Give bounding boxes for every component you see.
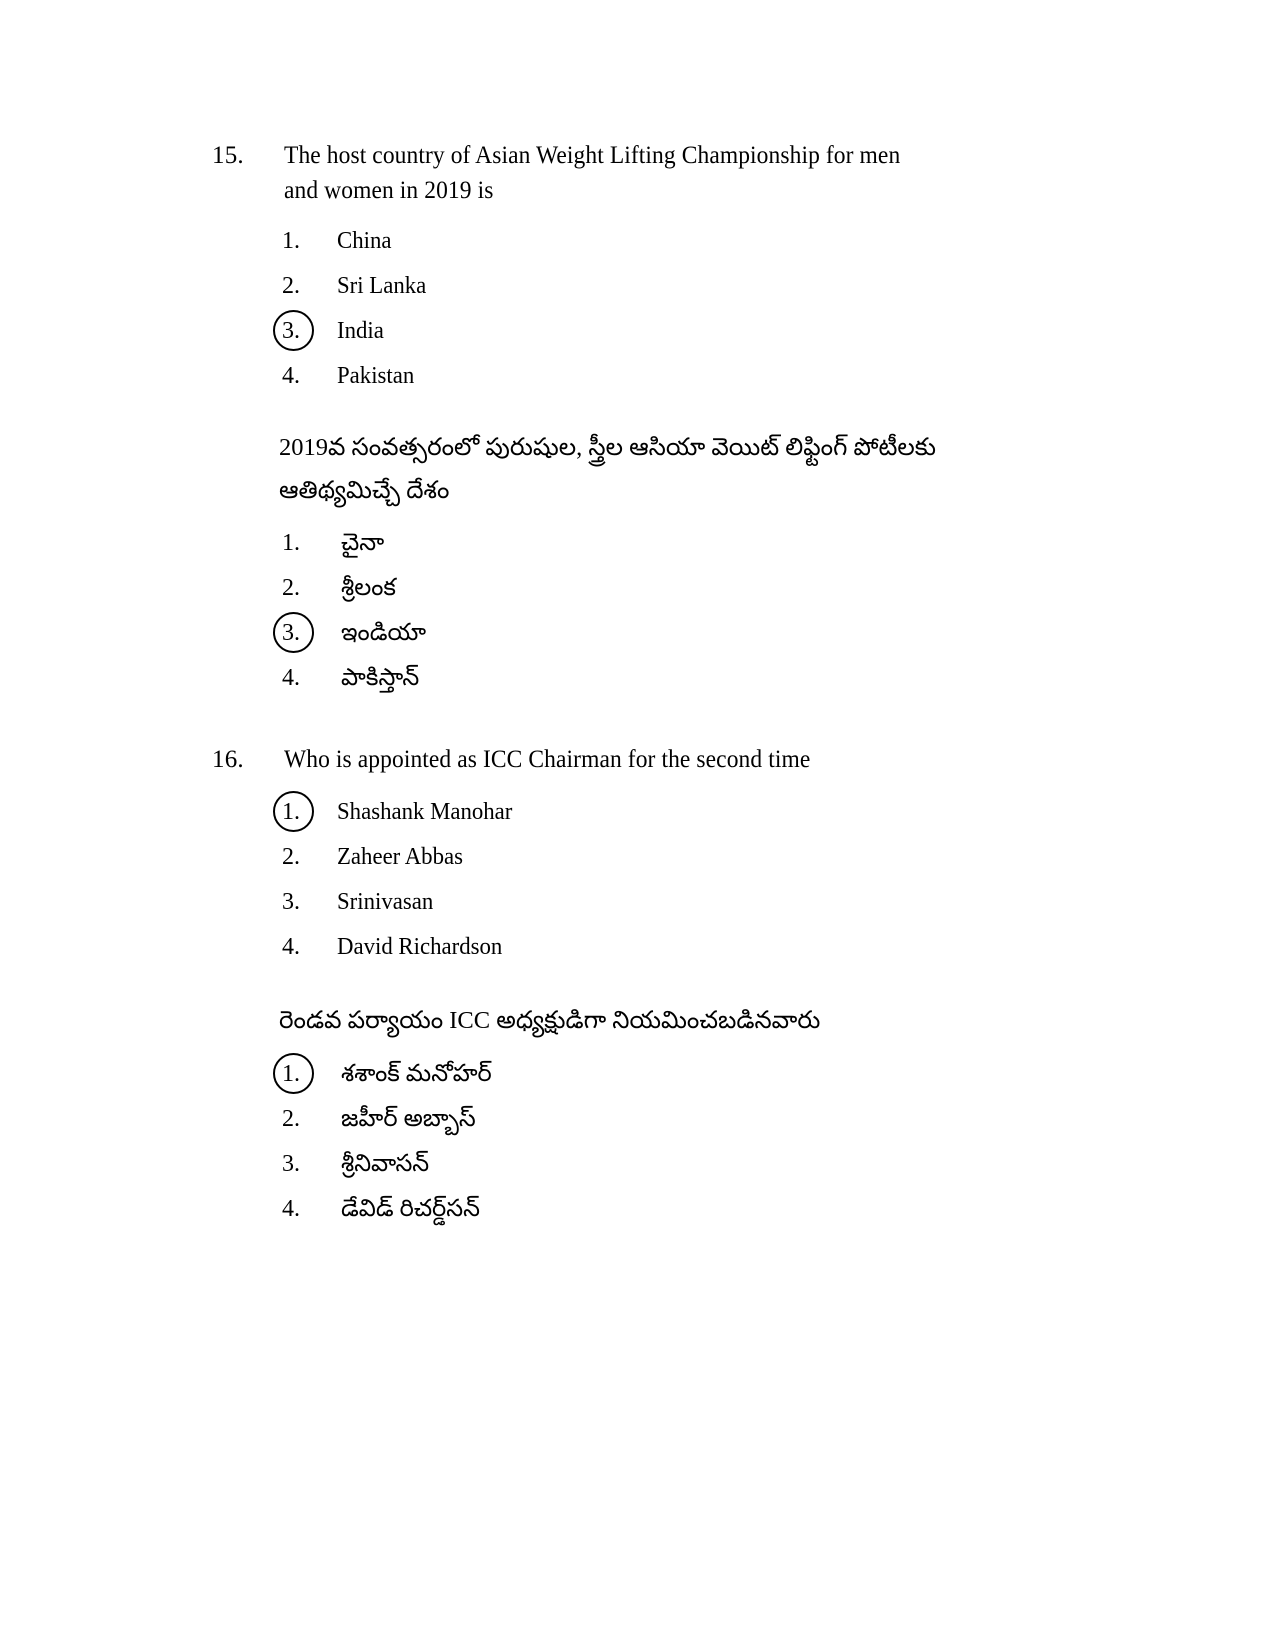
question-15-text-line2: and women in 2019 is bbox=[284, 177, 494, 204]
question-16-text-telugu: రెండవ పర్యాయం ICC అధ్యక్షుడిగా నియమించబడినవారు bbox=[279, 1007, 821, 1034]
option-label: India bbox=[337, 318, 384, 344]
option-marker[interactable]: 4. bbox=[282, 665, 300, 691]
option-row[interactable] bbox=[0, 1147, 1275, 1192]
option-row[interactable] bbox=[0, 224, 1275, 269]
option-marker-circled[interactable]: 1. bbox=[279, 795, 337, 829]
option-row[interactable] bbox=[0, 1192, 1275, 1237]
option-row-selected[interactable] bbox=[0, 616, 1275, 661]
option-marker[interactable]: 2. bbox=[282, 575, 300, 601]
option-row[interactable] bbox=[0, 269, 1275, 314]
option-marker[interactable]: 1. bbox=[282, 530, 300, 556]
option-label: Pakistan bbox=[337, 363, 415, 389]
option-label: డేవిడ్ రిచర్డ్‌సన్ bbox=[341, 1196, 480, 1222]
option-label: Sri Lanka bbox=[337, 273, 427, 299]
option-row-selected[interactable] bbox=[0, 1057, 1275, 1102]
option-row[interactable] bbox=[0, 885, 1275, 930]
option-label: జహీర్ అబ్బాస్ bbox=[341, 1106, 476, 1132]
option-label: శశాంక్ మనోహర్ bbox=[341, 1061, 492, 1087]
question-15-telugu-line1: 2019వ సంవత్సరంలో పురుషుల, స్త్రీల ఆసియా వెయిట్ లిఫ్టింగ్ పోటీలకు bbox=[279, 434, 936, 461]
option-label: శ్రీనివాసన్ bbox=[341, 1151, 430, 1177]
option-label: పాకిస్తాన్ bbox=[341, 665, 420, 691]
option-marker[interactable]: 2. bbox=[282, 844, 300, 870]
question-16-heading bbox=[0, 742, 1275, 777]
option-label: Zaheer Abbas bbox=[337, 844, 463, 870]
option-row-selected[interactable] bbox=[0, 314, 1275, 359]
option-marker-circled[interactable]: 3. bbox=[279, 314, 337, 348]
option-marker[interactable]: 4. bbox=[282, 1196, 300, 1222]
question-15-text-telugu bbox=[279, 426, 979, 512]
option-label: China bbox=[337, 228, 392, 254]
option-row[interactable] bbox=[0, 1102, 1275, 1147]
option-row[interactable] bbox=[0, 571, 1275, 616]
question-block-15 bbox=[0, 138, 1275, 706]
question-15-options-english bbox=[0, 224, 1275, 404]
question-16-options-telugu bbox=[0, 1057, 1275, 1237]
question-15-heading bbox=[0, 138, 1275, 208]
question-15-text-line1: The host country of Asian Weight Lifting Championship for men bbox=[284, 142, 901, 169]
option-label: David Richardson bbox=[337, 934, 503, 960]
option-marker-circled[interactable]: 3. bbox=[279, 616, 341, 650]
option-marker[interactable]: 2. bbox=[282, 1106, 300, 1132]
question-16-text-line1: Who is appointed as ICC Chairman for the second time bbox=[284, 746, 811, 773]
question-15-telugu-line2: ఆతిథ్యమిచ్చే దేశం bbox=[279, 477, 450, 504]
option-label: Srinivasan bbox=[337, 889, 434, 915]
question-block-16 bbox=[0, 742, 1275, 1237]
question-15-options-telugu bbox=[0, 526, 1275, 706]
option-marker[interactable]: 4. bbox=[282, 363, 300, 389]
option-label: శ్రీలంక bbox=[341, 575, 396, 601]
option-row[interactable] bbox=[0, 359, 1275, 404]
option-marker[interactable]: 1. bbox=[282, 228, 300, 254]
option-marker-circled[interactable]: 1. bbox=[279, 1057, 341, 1091]
option-label: చైనా bbox=[341, 530, 385, 556]
option-row[interactable] bbox=[0, 930, 1275, 975]
question-16-options-english bbox=[0, 795, 1275, 975]
question-16-number: 16. bbox=[212, 746, 244, 773]
option-marker[interactable]: 4. bbox=[282, 934, 300, 960]
option-marker[interactable]: 2. bbox=[282, 273, 300, 299]
option-label: ఇండియా bbox=[341, 620, 427, 646]
option-row-selected[interactable] bbox=[0, 795, 1275, 840]
question-15-number: 15. bbox=[212, 142, 244, 169]
option-marker[interactable]: 3. bbox=[282, 889, 300, 915]
option-label: Shashank Manohar bbox=[337, 799, 513, 825]
question-16-text-english bbox=[284, 742, 998, 777]
option-row[interactable] bbox=[0, 661, 1275, 706]
option-row[interactable] bbox=[0, 840, 1275, 885]
option-marker[interactable]: 3. bbox=[282, 1151, 300, 1177]
option-row[interactable] bbox=[0, 526, 1275, 571]
question-15-text-english bbox=[284, 138, 933, 208]
